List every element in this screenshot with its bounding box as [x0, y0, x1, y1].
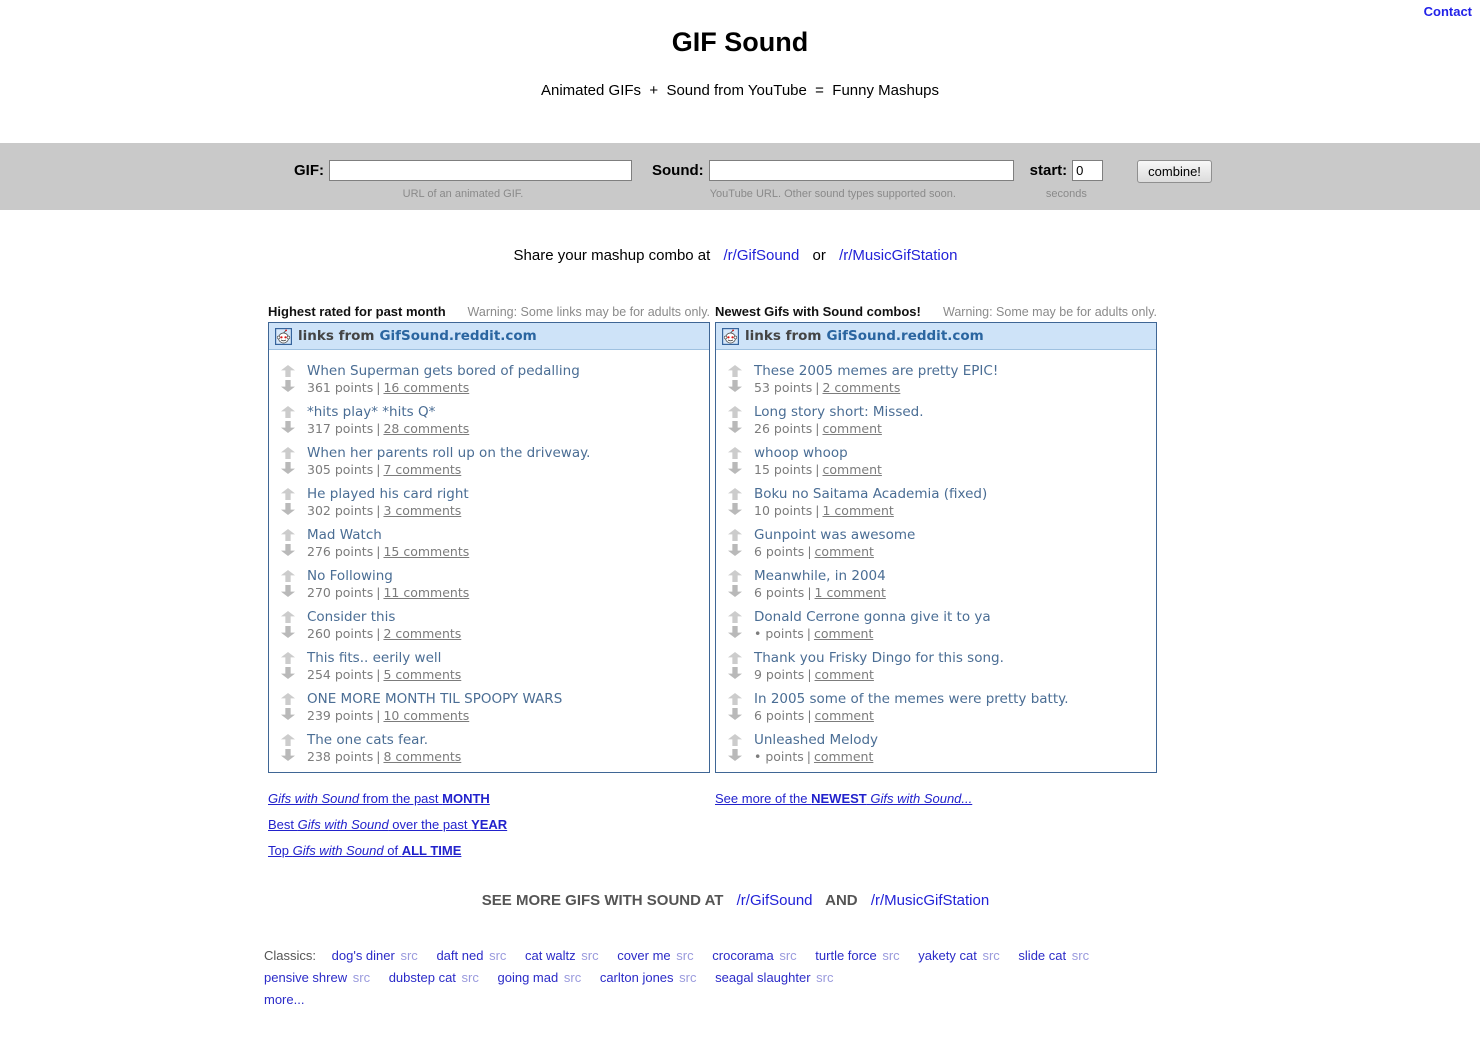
meta-separator: | — [806, 626, 811, 641]
upvote-arrow-icon[interactable] — [728, 570, 742, 582]
classic-link[interactable]: cat waltz — [525, 948, 576, 963]
vote-arrows — [281, 404, 296, 435]
upvote-arrow-icon[interactable] — [728, 693, 742, 705]
meta-separator: | — [376, 708, 381, 723]
post-title-link[interactable]: Long story short: Missed. — [754, 404, 924, 420]
highest-rated-heading: Highest rated for past month — [268, 304, 446, 319]
classic-link[interactable]: yakety cat — [918, 948, 977, 963]
vote-arrows — [728, 363, 743, 394]
upvote-arrow-icon[interactable] — [281, 406, 295, 418]
start-hint: seconds — [1045, 188, 1087, 200]
classic-link[interactable]: pensive shrew — [264, 970, 348, 985]
classic-link[interactable]: daft ned — [436, 948, 484, 963]
meta-separator: | — [807, 667, 812, 682]
post-list-item — [728, 404, 1148, 435]
post-list-item — [281, 527, 701, 558]
post-comments-link[interactable]: comment — [814, 708, 874, 723]
vote-arrows — [728, 650, 743, 681]
highest-rated-widget — [268, 322, 710, 773]
upvote-arrow-icon[interactable] — [281, 693, 295, 705]
past-month-link[interactable]: Gifs with Sound from the past MONTH — [268, 791, 490, 806]
post-list-item — [728, 363, 1148, 394]
sound-hint: YouTube URL. Other sound types supported soon. — [709, 188, 956, 200]
post-points: • points — [754, 626, 804, 641]
widget-header-prefix: links from — [298, 328, 375, 344]
post-list-item — [281, 609, 701, 640]
left-below-links — [268, 786, 710, 864]
downvote-arrow-icon[interactable] — [281, 462, 295, 474]
meta-separator: | — [815, 462, 820, 477]
gif-label: GIF: — [294, 162, 324, 179]
page-subtitle: Animated GIFs + Sound from YouTube = Funny Mashups — [541, 82, 939, 99]
vote-arrows — [728, 568, 743, 599]
downvote-arrow-icon[interactable] — [728, 462, 742, 474]
post-points: 317 points — [307, 421, 374, 436]
start-seconds-input[interactable] — [1072, 160, 1103, 181]
vote-arrows — [728, 527, 743, 558]
post-points: 26 points — [754, 421, 813, 436]
upvote-arrow-icon[interactable] — [728, 529, 742, 541]
post-list-item — [728, 445, 1148, 476]
post-comments-link[interactable]: 8 comments — [383, 749, 462, 764]
post-list-item — [728, 568, 1148, 599]
classic-entry — [715, 970, 833, 985]
share-musicgifstation-link[interactable]: /r/MusicGifStation — [839, 247, 958, 264]
post-title-link[interactable]: Meanwhile, in 2004 — [754, 568, 886, 584]
upvote-arrow-icon[interactable] — [281, 652, 295, 664]
left-adult-warning: Warning: Some links may be for adults only. — [467, 305, 710, 319]
downvote-arrow-icon[interactable] — [728, 749, 742, 761]
post-list-item — [728, 691, 1148, 722]
post-points: 239 points — [307, 708, 374, 723]
downvote-arrow-icon[interactable] — [728, 503, 742, 515]
vote-arrows — [728, 609, 743, 640]
downvote-arrow-icon[interactable] — [728, 544, 742, 556]
upvote-arrow-icon[interactable] — [281, 570, 295, 582]
meta-separator: | — [376, 667, 381, 682]
post-points: 302 points — [307, 503, 374, 518]
right-adult-warning: Warning: Some may be for adults only. — [943, 305, 1157, 319]
sound-url-input[interactable] — [709, 160, 1014, 181]
newest-list — [716, 350, 1156, 763]
classic-entry — [525, 948, 599, 963]
gif-field-group — [294, 160, 632, 200]
classic-link[interactable]: dog's diner — [331, 948, 395, 963]
meta-separator: | — [815, 503, 820, 518]
post-title-link[interactable]: This fits.. eerily well — [307, 650, 442, 666]
post-title-link[interactable]: Mad Watch — [307, 527, 382, 543]
post-points: 260 points — [307, 626, 374, 641]
post-list-item — [281, 486, 701, 517]
newest-widget — [715, 322, 1157, 773]
downvote-arrow-icon[interactable] — [281, 421, 295, 433]
post-points: 6 points — [754, 544, 805, 559]
post-list-item — [728, 609, 1148, 640]
vote-arrows — [281, 691, 296, 722]
start-field-group — [1030, 160, 1104, 200]
downvote-arrow-icon[interactable] — [281, 749, 295, 761]
widget-header — [716, 323, 1156, 350]
post-points: 10 points — [754, 503, 813, 518]
meta-separator: | — [807, 585, 812, 600]
post-comments-link[interactable]: 28 comments — [383, 421, 470, 436]
post-title-link[interactable]: When Superman gets bored of pedalling — [307, 363, 580, 379]
upvote-arrow-icon[interactable] — [281, 734, 295, 746]
upvote-arrow-icon[interactable] — [728, 488, 742, 500]
highest-rated-column — [268, 304, 710, 864]
classic-src-link[interactable]: src — [882, 948, 900, 963]
widget-header-site-link[interactable]: GifSound.reddit.com — [826, 328, 984, 344]
newest-column — [715, 304, 1157, 812]
combine-button[interactable]: combine! — [1137, 160, 1212, 183]
post-points: 53 points — [754, 380, 813, 395]
vote-arrows — [728, 404, 743, 435]
classic-entry — [918, 948, 1000, 963]
past-year-link[interactable]: Best Gifs with Sound over the past YEAR — [268, 817, 508, 832]
post-title-link[interactable]: ONE MORE MONTH TIL SPOOPY WARS — [307, 691, 563, 707]
post-comments-link[interactable]: comment — [813, 626, 874, 641]
vote-arrows — [728, 486, 743, 517]
meta-separator: | — [376, 380, 381, 395]
post-comments-link[interactable]: 15 comments — [383, 544, 470, 559]
vote-arrows — [281, 527, 296, 558]
upvote-arrow-icon[interactable] — [281, 488, 295, 500]
classics-label: Classics: — [264, 948, 317, 963]
post-title-link[interactable]: Gunpoint was awesome — [754, 527, 916, 543]
post-points: 9 points — [754, 667, 805, 682]
post-points: 238 points — [307, 749, 374, 764]
post-points: 254 points — [307, 667, 374, 682]
post-title-link[interactable]: He played his card right — [307, 486, 469, 502]
post-comments-link[interactable]: 1 comment — [814, 585, 886, 600]
meta-separator: | — [807, 544, 812, 559]
downvote-arrow-icon[interactable] — [281, 544, 295, 556]
post-list-item — [281, 363, 701, 394]
downvote-arrow-icon[interactable] — [728, 626, 742, 638]
vote-arrows — [281, 363, 296, 394]
post-comments-link[interactable]: 11 comments — [383, 585, 470, 600]
post-list-item — [281, 568, 701, 599]
vote-arrows — [281, 650, 296, 681]
sound-field-group — [652, 160, 1014, 200]
classic-link[interactable]: going mad — [497, 970, 559, 985]
post-list-item — [281, 404, 701, 435]
post-comments-link[interactable]: 5 comments — [383, 667, 462, 682]
vote-arrows — [281, 732, 296, 763]
post-list-item — [728, 650, 1148, 681]
upvote-arrow-icon[interactable] — [728, 406, 742, 418]
classic-entry — [498, 970, 582, 985]
meta-separator: | — [815, 421, 820, 436]
share-prefix: Share your mashup combo at — [513, 247, 711, 264]
post-list-item — [281, 650, 701, 681]
classic-link[interactable]: dubstep cat — [388, 970, 456, 985]
post-list-item — [281, 732, 701, 763]
share-gifsound-link[interactable]: /r/GifSound — [723, 247, 800, 264]
post-comments-link[interactable]: 2 comments — [822, 380, 901, 395]
post-list-item — [728, 486, 1148, 517]
post-title-link[interactable]: These 2005 memes are pretty EPIC! — [754, 363, 999, 379]
post-points: 15 points — [754, 462, 813, 477]
post-list-item — [728, 732, 1148, 763]
post-comments-link[interactable]: 10 comments — [383, 708, 470, 723]
post-points: 6 points — [754, 708, 805, 723]
vote-arrows — [281, 486, 296, 517]
post-title-link[interactable]: Consider this — [307, 609, 396, 625]
reddit-snoo-icon — [275, 328, 292, 345]
classic-src-link[interactable]: src — [679, 970, 697, 985]
upvote-arrow-icon[interactable] — [281, 447, 295, 459]
vote-arrows — [728, 732, 743, 763]
downvote-arrow-icon[interactable] — [281, 503, 295, 515]
classic-entry — [436, 948, 506, 963]
meta-separator: | — [376, 503, 381, 518]
all-time-link[interactable]: Top Gifs with Sound of ALL TIME — [268, 843, 462, 858]
upvote-arrow-icon[interactable] — [728, 734, 742, 746]
post-comments-link[interactable]: 1 comment — [822, 503, 894, 518]
start-label: start: — [1029, 162, 1068, 179]
classic-link[interactable]: cover me — [617, 948, 671, 963]
classic-src-link[interactable]: src — [563, 970, 582, 985]
post-list-item — [728, 527, 1148, 558]
classic-link[interactable]: carlton jones — [599, 970, 674, 985]
post-list-item — [281, 445, 701, 476]
vote-arrows — [281, 445, 296, 476]
upvote-arrow-icon[interactable] — [281, 611, 295, 623]
post-title-link[interactable]: The one cats fear. — [307, 732, 429, 748]
footer-gifsound-link[interactable]: /r/GifSound — [736, 892, 813, 909]
upvote-arrow-icon[interactable] — [281, 529, 295, 541]
meta-separator: | — [376, 749, 381, 764]
more-classics-link[interactable]: more... — [264, 992, 305, 1007]
see-more-newest-link[interactable]: See more of the NEWEST Gifs with Sound... — [715, 791, 973, 806]
classic-src-link[interactable]: src — [676, 948, 694, 963]
downvote-arrow-icon[interactable] — [281, 667, 295, 679]
upvote-arrow-icon[interactable] — [728, 365, 742, 377]
upvote-arrow-icon[interactable] — [728, 611, 742, 623]
contact-link[interactable]: Contact — [1423, 4, 1472, 19]
gif-hint: URL of an animated GIF. — [402, 188, 524, 200]
share-or: or — [812, 247, 826, 264]
downvote-arrow-icon[interactable] — [281, 708, 295, 720]
post-points: 305 points — [307, 462, 374, 477]
post-title-link[interactable]: Donald Cerrone gonna give it to ya — [754, 609, 991, 625]
post-title-link[interactable]: When her parents roll up on the driveway. — [307, 445, 591, 461]
highest-rated-list — [269, 350, 709, 763]
classic-entry — [264, 970, 370, 985]
post-points: 276 points — [307, 544, 374, 559]
post-comments-link[interactable]: comment — [822, 462, 882, 477]
see-more-prefix: SEE MORE GIFS WITH SOUND AT — [481, 892, 724, 909]
classic-link[interactable]: turtle force — [815, 948, 877, 963]
classic-src-link[interactable]: src — [581, 948, 599, 963]
see-more-footer — [0, 892, 1480, 909]
classic-src-link[interactable]: src — [779, 948, 797, 963]
meta-separator: | — [807, 708, 812, 723]
post-comments-link[interactable]: comment — [814, 667, 874, 682]
post-title-link[interactable]: Boku no Saitama Academia (fixed) — [754, 486, 988, 502]
classic-entry — [712, 948, 796, 963]
classic-link[interactable]: slide cat — [1018, 948, 1067, 963]
widget-header-site-link[interactable]: GifSound.reddit.com — [379, 328, 537, 344]
classic-src-link[interactable]: src — [489, 948, 507, 963]
post-comments-link[interactable]: 7 comments — [383, 462, 462, 477]
post-points: 6 points — [754, 585, 805, 600]
upvote-arrow-icon[interactable] — [728, 447, 742, 459]
post-comments-link[interactable]: 2 comments — [383, 626, 462, 641]
page-title: GIF Sound — [671, 27, 809, 57]
vote-arrows — [281, 609, 296, 640]
widget-header-prefix: links from — [745, 328, 822, 344]
downvote-arrow-icon[interactable] — [281, 585, 295, 597]
meta-separator: | — [376, 585, 381, 600]
classic-src-link[interactable]: src — [1071, 948, 1090, 963]
meta-separator: | — [806, 749, 811, 764]
classic-entry — [1018, 948, 1089, 963]
downvote-arrow-icon[interactable] — [728, 667, 742, 679]
classic-entry — [600, 970, 697, 985]
vote-arrows — [728, 445, 743, 476]
share-line — [0, 247, 1480, 264]
sound-label: Sound: — [652, 162, 704, 179]
downvote-arrow-icon[interactable] — [728, 380, 742, 392]
upvote-arrow-icon[interactable] — [728, 652, 742, 664]
post-title-link[interactable]: *hits play* *hits Q* — [307, 404, 436, 420]
post-points: 361 points — [307, 380, 374, 395]
classic-link[interactable]: crocorama — [712, 948, 774, 963]
post-title-link[interactable]: Thank you Frisky Dingo for this song. — [754, 650, 1004, 666]
post-points: • points — [754, 749, 804, 764]
post-title-link[interactable]: whoop whoop — [754, 445, 848, 461]
upvote-arrow-icon[interactable] — [281, 365, 295, 377]
post-comments-link[interactable]: comment — [814, 544, 874, 559]
footer-musicgifstation-link[interactable]: /r/MusicGifStation — [870, 892, 990, 909]
vote-arrows — [281, 568, 296, 599]
gif-url-input[interactable] — [329, 160, 632, 181]
post-comments-link[interactable]: comment — [822, 421, 882, 436]
reddit-snoo-icon — [722, 328, 739, 345]
classics-list — [264, 948, 1104, 985]
downvote-arrow-icon[interactable] — [728, 708, 742, 720]
downvote-arrow-icon[interactable] — [281, 380, 295, 392]
classic-entry — [389, 970, 479, 985]
classics-section — [264, 945, 1204, 1011]
classic-entry — [815, 948, 899, 963]
newest-heading: Newest Gifs with Sound combos! — [715, 304, 921, 319]
downvote-arrow-icon[interactable] — [728, 421, 742, 433]
post-points: 270 points — [307, 585, 374, 600]
classic-entry — [332, 948, 418, 963]
classic-entry — [617, 948, 693, 963]
post-title-link[interactable]: No Following — [307, 568, 393, 584]
meta-separator: | — [376, 544, 381, 559]
meta-separator: | — [376, 462, 381, 477]
meta-separator: | — [376, 421, 381, 436]
classic-src-link[interactable]: src — [352, 970, 371, 985]
see-more-and: AND — [825, 892, 858, 909]
post-list-item — [281, 691, 701, 722]
post-title-link[interactable]: In 2005 some of the memes were pretty batty. — [754, 691, 1069, 707]
classic-link[interactable]: seagal slaughter — [715, 970, 811, 985]
post-comments-link[interactable]: comment — [813, 749, 874, 764]
meta-separator: | — [815, 380, 820, 395]
downvote-arrow-icon[interactable] — [728, 585, 742, 597]
meta-separator: | — [376, 626, 381, 641]
vote-arrows — [728, 691, 743, 722]
combine-form-bar — [0, 143, 1480, 210]
post-comments-link[interactable]: 3 comments — [383, 503, 462, 518]
widget-header — [269, 323, 709, 350]
post-title-link[interactable]: Unleashed Melody — [754, 732, 879, 748]
post-comments-link[interactable]: 16 comments — [383, 380, 470, 395]
downvote-arrow-icon[interactable] — [281, 626, 295, 638]
classic-src-link[interactable]: src — [461, 970, 479, 985]
classic-src-link[interactable]: src — [816, 970, 834, 985]
classic-src-link[interactable]: src — [982, 948, 1000, 963]
classic-src-link[interactable]: src — [400, 948, 418, 963]
